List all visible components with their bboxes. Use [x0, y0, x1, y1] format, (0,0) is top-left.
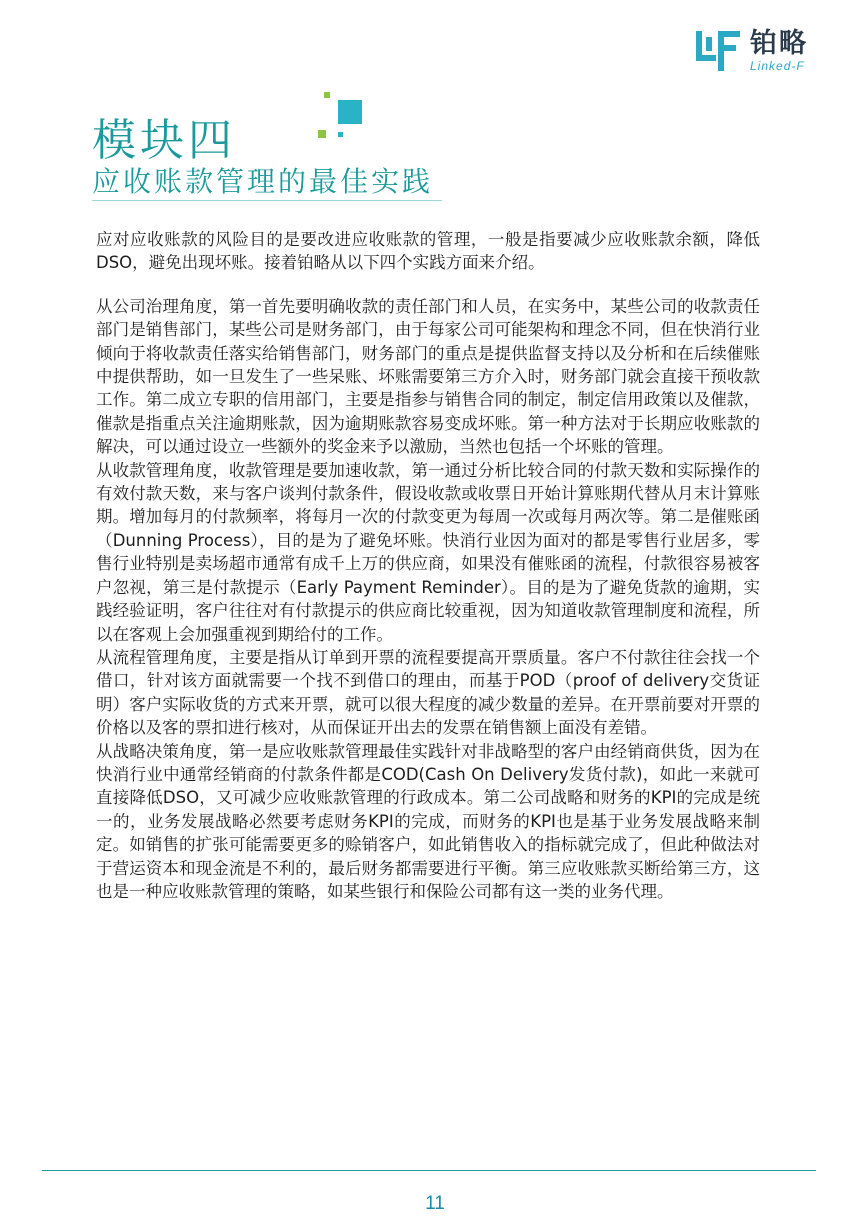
logo-chinese-name: 铂略 [750, 28, 808, 59]
logo-english-name: Linked-F [750, 59, 805, 73]
subtitle-divider [92, 200, 442, 201]
paragraph-intro: 应对应收账款的风险目的是要改进应收账款的管理，一般是指要减少应收账款余额，降低DSO，避免出现坏账。接着铂略从以下四个实践方面来介绍。 [96, 230, 760, 273]
module-subtitle: 应收账款管理的最佳实践 [92, 165, 434, 198]
article-body [96, 228, 760, 903]
decorative-squares-icon [318, 92, 368, 142]
paragraph-strategy: 从战略决策角度，第一是应收账款管理最佳实践针对非战略型的客户由经销商供货，因为在快消行业中通常经销商的付款条件都是COD(Cash On Delivery发货付款)，如此一来就可直接降低DSO，又可减少应收账款管理的行政成本。第二公司战略和财务的KPI的完成是统一的，业务发展战略必然要考虑财务KPI的完成，而财务的KPI也是基于业务发展战略来制定。如销售的扩张可能需要更多的赊销客户，如此销售收入的指标就完成了，但此种做法对于营运资本和现金流是不利的，最后财务都需要进行平衡。第三应收账款买断给第三方，这也是一种应收账款管理的策略，如某些银行和保险公司都有这一类的业务代理。 [96, 741, 760, 901]
paragraph-process: 从流程管理角度，主要是指从订单到开票的流程要提高开票质量。客户不付款往往会找一个借口，针对该方面就需要一个找不到借口的理由，而基于POD（proof of delivery交货证明）客户实际收货的方式来开票，就可以很大程度的减少数量的差异。在开票前要对开票的价格以及客的票扣进行核对，从而保证开出去的发票在销售额上面没有差错。 [96, 647, 760, 738]
paragraph-collection: 从收款管理角度，收款管理是要加速收款，第一通过分析比较合同的付款天数和实际操作的有效付款天数，来与客户谈判付款条件，假设收款或收票日开始计算账期代替从月末计算账期。增加每月的付款频率，将每月一次的付款变更为每周一次或每月两次等。第二是催账函（Dunning Process），目的是为了避免坏账。快消行业因为面对的都是零售行业居多，零售行业特别是卖场超市通常有成千上万的供应商，如果没有催账函的流程，付款很容易被客户忽视，第三是付款提示（Early Payment Reminder）。目的是为了避免货款的逾期，实践经验证明，客户往往对有付款提示的供应商比较重视，因为知道收款管理制度和流程，所以在客观上会加强重视到期给付的工作。 [96, 460, 760, 644]
module-title: 模块四 [92, 115, 236, 166]
logo-mark-icon [696, 31, 742, 71]
brand-logo [696, 30, 808, 72]
page-number: 11 [425, 1193, 445, 1214]
paragraph-governance: 从公司治理角度，第一首先要明确收款的责任部门和人员，在实务中，某些公司的收款责任部门是销售部门，某些公司是财务部门，由于每家公司可能架构和理念不同，但在快消行业倾向于将收款责任落实给销售部门，财务部门的重点是提供监督支持以及分析和在后续催账中提供帮助，如一旦发生了一些呆账、坏账需要第三方介入时，财务部门就会直接干预收款工作。第二成立专职的信用部门，主要是指参与销售合同的制定，制定信用政策以及催款，催款是指重点关注逾期账款，因为逾期账款容易变成坏账。第一种方法对于长期应收账款的解决，可以通过设立一些额外的奖金来予以激励，当然也包括一个坏账的管理。 [96, 296, 760, 457]
footer-divider [42, 1170, 816, 1171]
